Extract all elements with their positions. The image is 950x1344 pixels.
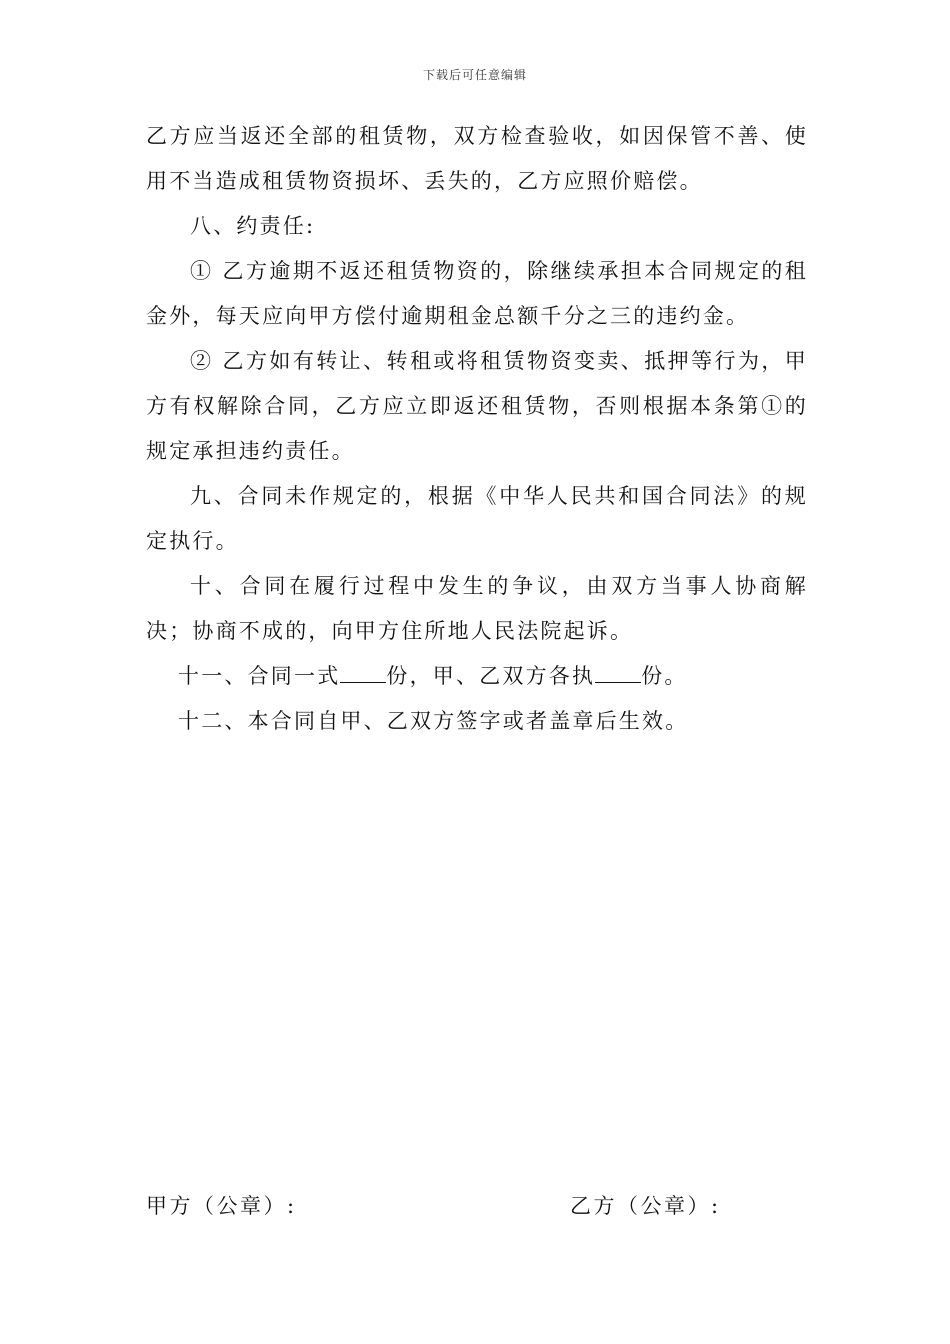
clause-11-text-b: 份，甲、乙双方各执 <box>386 664 596 688</box>
contract-body <box>146 114 808 744</box>
party-a-seal-label: 甲方（公章）: <box>146 1194 297 1218</box>
copies-total-blank <box>340 664 386 683</box>
copies-each-blank <box>595 664 641 683</box>
clause-12: 十二、本合同自甲、乙双方签字或者盖章后生效。 <box>178 709 689 733</box>
paragraph-return-goods: 乙方应当返还全部的租赁物，双方检查验收，如因保管不善、使用不当造成租赁物资损坏、丢失的，乙方应照价赔偿。 <box>146 124 808 193</box>
party-b-seal-label: 乙方（公章）: <box>570 1194 721 1218</box>
clause-8-heading: 八、约责任: <box>190 214 316 238</box>
clause-11-text-c: 份。 <box>641 664 688 688</box>
clause-8-item-1: ① 乙方逾期不返还租赁物资的，除继续承担本合同规定的租金外，每天应向甲方偿付逾期租金总额千分之三的违约金。 <box>146 259 808 328</box>
clause-9: 九、合同未作规定的，根据《中华人民共和国合同法》的规定执行。 <box>146 484 808 553</box>
clause-11 <box>146 654 808 699</box>
page-header-note: 下载后可任意编辑 <box>422 68 527 82</box>
clause-11-text-a: 十一、合同一式 <box>178 664 341 688</box>
clause-10: 十、合同在履行过程中发生的争议，由双方当事人协商解决；协商不成的，向甲方住所地人民法院起诉。 <box>146 574 808 643</box>
clause-8-item-2: ② 乙方如有转让、转租或将租赁物资变卖、抵押等行为，甲方有权解除合同，乙方应立即返还租赁物，否则根据本条第①的规定承担违约责任。 <box>146 349 808 463</box>
